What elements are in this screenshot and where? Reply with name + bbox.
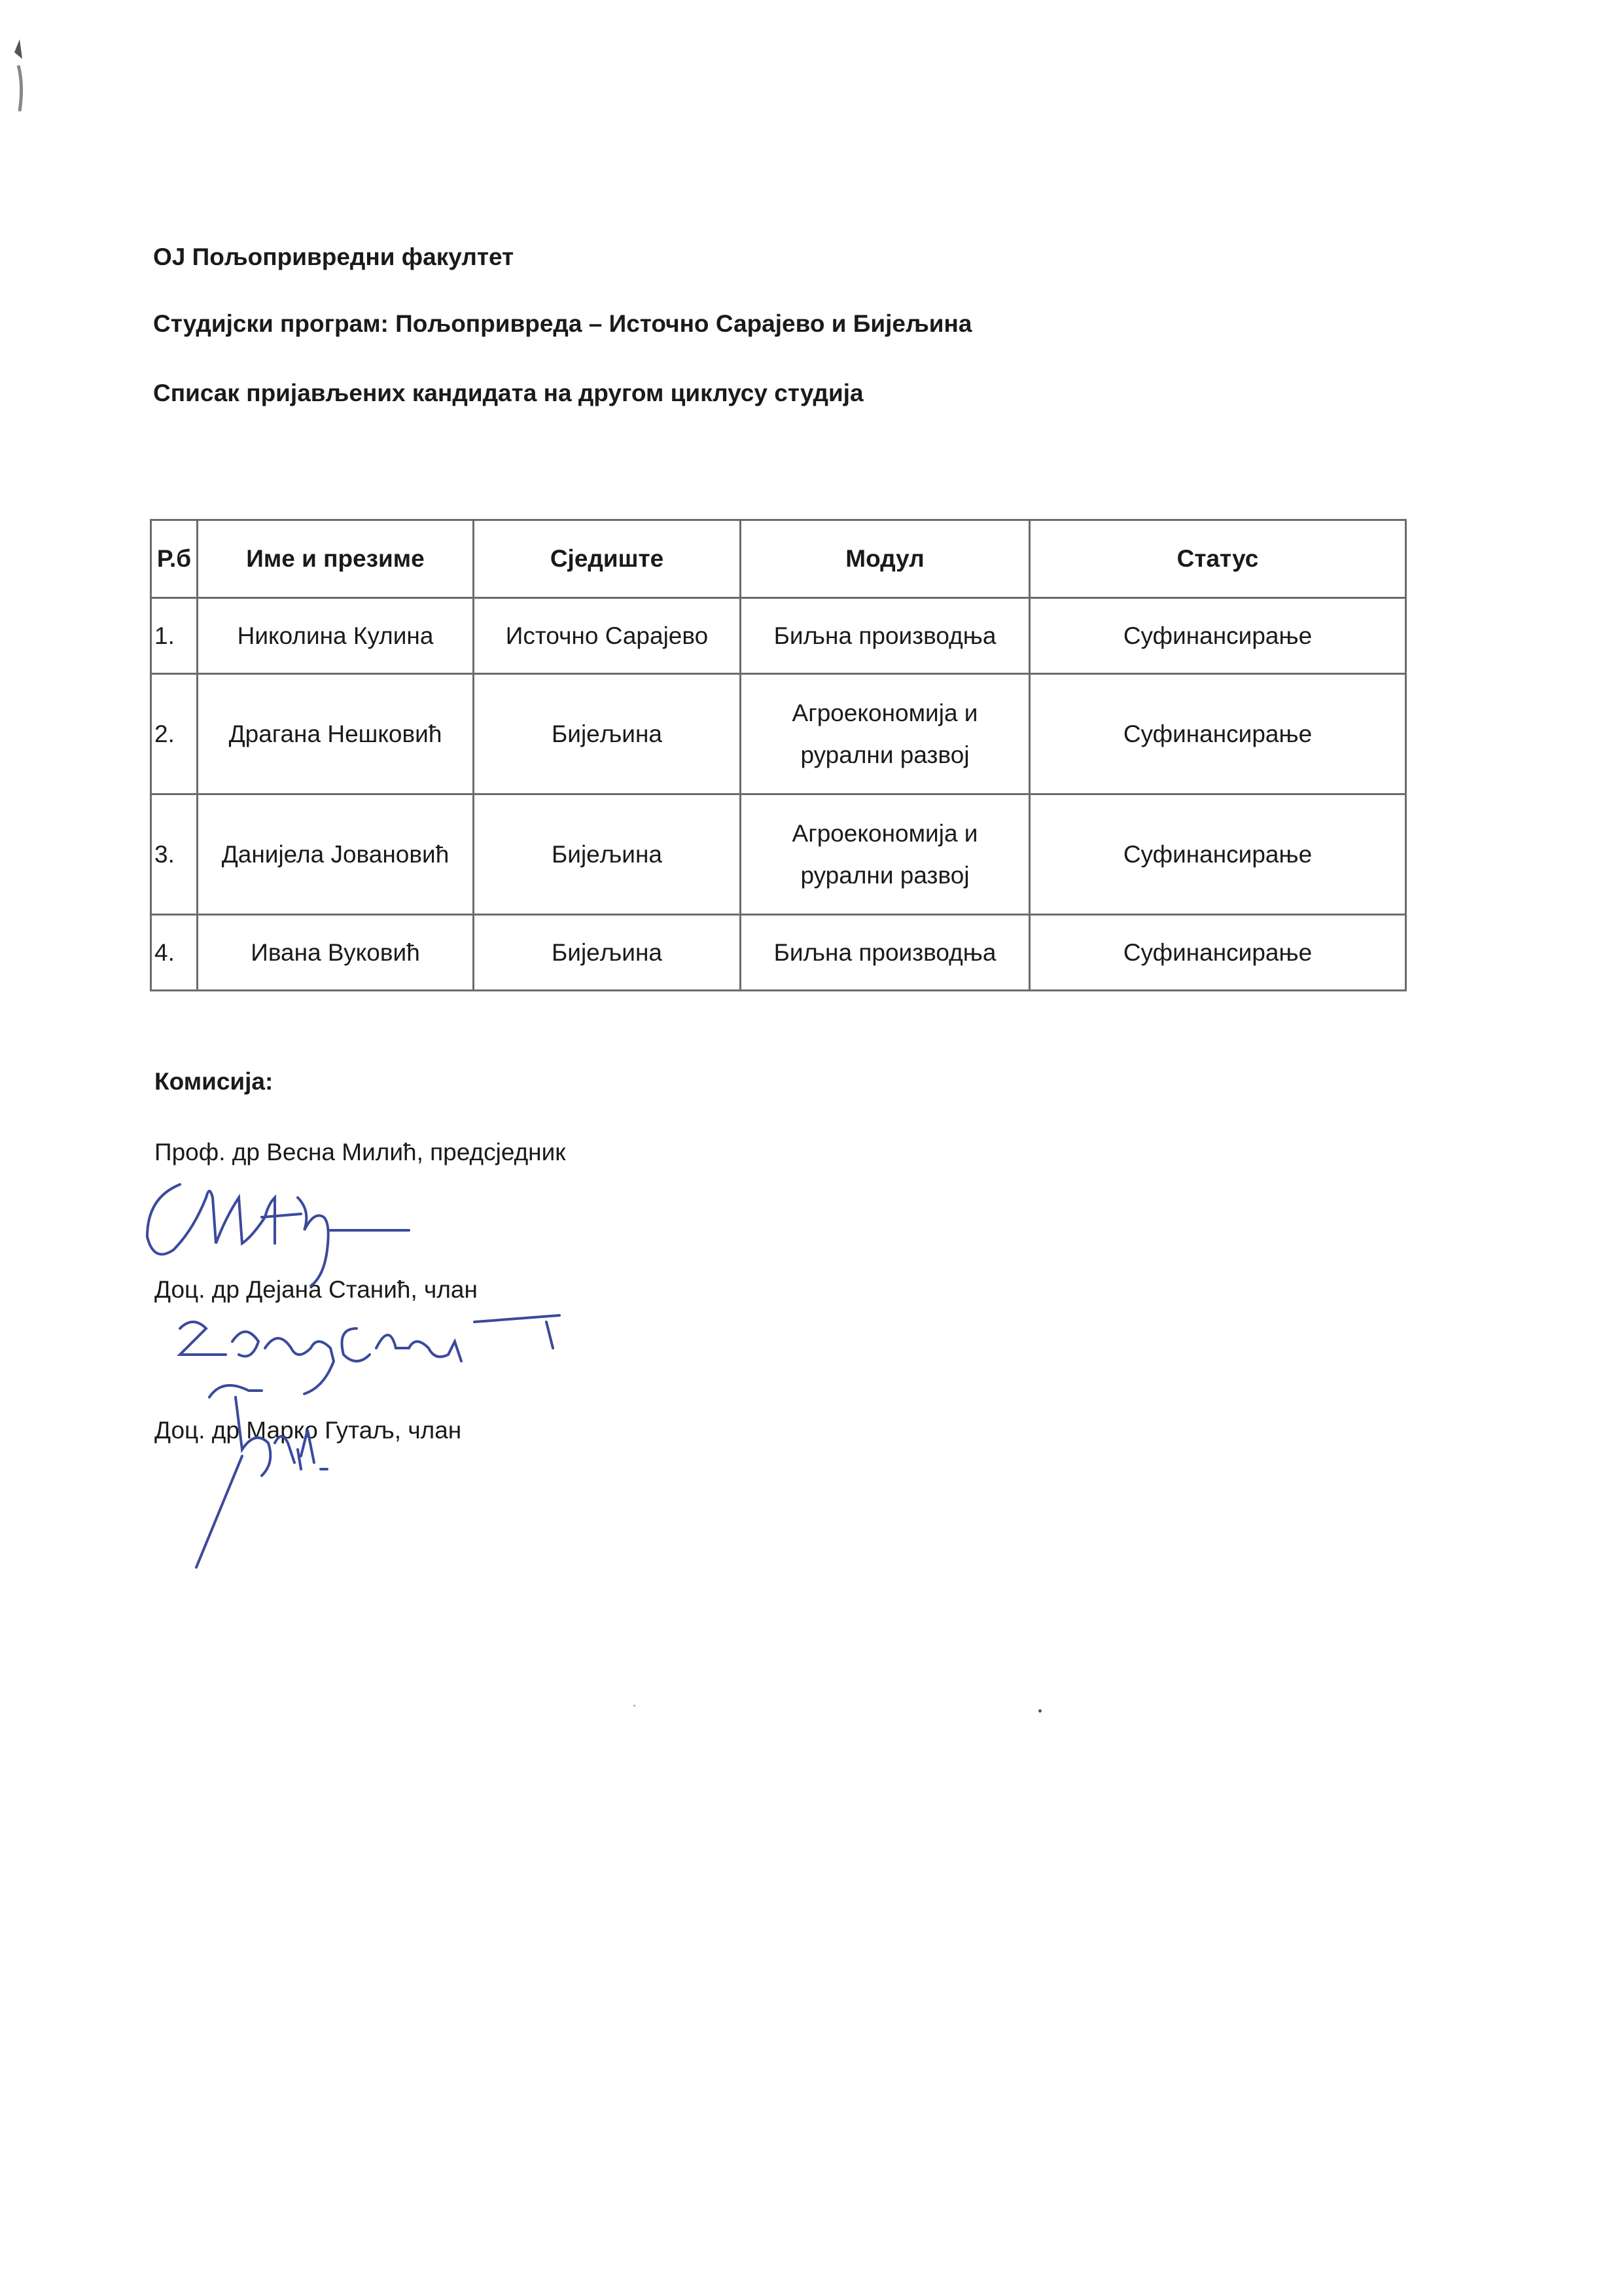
- row-module: Биљна производња: [741, 915, 1030, 991]
- row-no: 2.: [151, 674, 198, 794]
- row-no: 4.: [151, 915, 198, 991]
- table-row: [151, 794, 1406, 915]
- faculty-title: ОЈ Пољопривредни факултет: [153, 243, 514, 270]
- row-status: Суфинансирање: [1030, 794, 1406, 915]
- scan-speck: [1038, 1709, 1042, 1713]
- row-status: Суфинансирање: [1030, 915, 1406, 991]
- candidates-table: [150, 519, 1407, 991]
- row-module: Агроекономија и рурални развој: [741, 794, 1030, 915]
- row-name: Драгана Нешковић: [198, 674, 474, 794]
- signature-member-2: [167, 1302, 573, 1407]
- table-row: [151, 674, 1406, 794]
- col-header-status: Статус: [1030, 520, 1406, 598]
- row-module: Биљна производња: [741, 598, 1030, 674]
- row-module: Агроекономија и рурални развој: [741, 674, 1030, 794]
- row-no: 1.: [151, 598, 198, 674]
- row-name: Данијела Јовановић: [198, 794, 474, 915]
- row-name: Николина Кулина: [198, 598, 474, 674]
- row-no: 3.: [151, 794, 198, 915]
- col-header-no: Р.б: [151, 520, 198, 598]
- row-name: Ивана Вуковић: [198, 915, 474, 991]
- row-seat: Источно Сарајево: [474, 598, 741, 674]
- table-header-row: [151, 520, 1406, 598]
- commission-title: Комисија:: [154, 1068, 274, 1095]
- col-header-module: Модул: [741, 520, 1030, 598]
- scan-speck: [633, 1705, 635, 1707]
- row-status: Суфинансирање: [1030, 598, 1406, 674]
- list-title: Списак пријављених кандидата на другом циклусу студија: [153, 380, 864, 406]
- commission-member: Доц. др Дејана Станић, члан: [154, 1276, 478, 1303]
- study-program: Студијски програм: Пољопривреда – Источно Сарајево и Бијељина: [153, 310, 972, 337]
- commission-member: Доц. др Марко Гутаљ, члан: [154, 1417, 462, 1444]
- row-status: Суфинансирање: [1030, 674, 1406, 794]
- row-seat: Бијељина: [474, 674, 741, 794]
- signature-member-3: [183, 1371, 353, 1580]
- signature-chair: [134, 1158, 435, 1289]
- commission-member-chair: Проф. др Весна Милић, предсједник: [154, 1139, 566, 1165]
- table-row: [151, 598, 1406, 674]
- col-header-name: Име и презиме: [198, 520, 474, 598]
- row-seat: Бијељина: [474, 915, 741, 991]
- table-row: [151, 915, 1406, 991]
- row-seat: Бијељина: [474, 794, 741, 915]
- scan-mark: [0, 39, 39, 131]
- col-header-seat: Сједиште: [474, 520, 741, 598]
